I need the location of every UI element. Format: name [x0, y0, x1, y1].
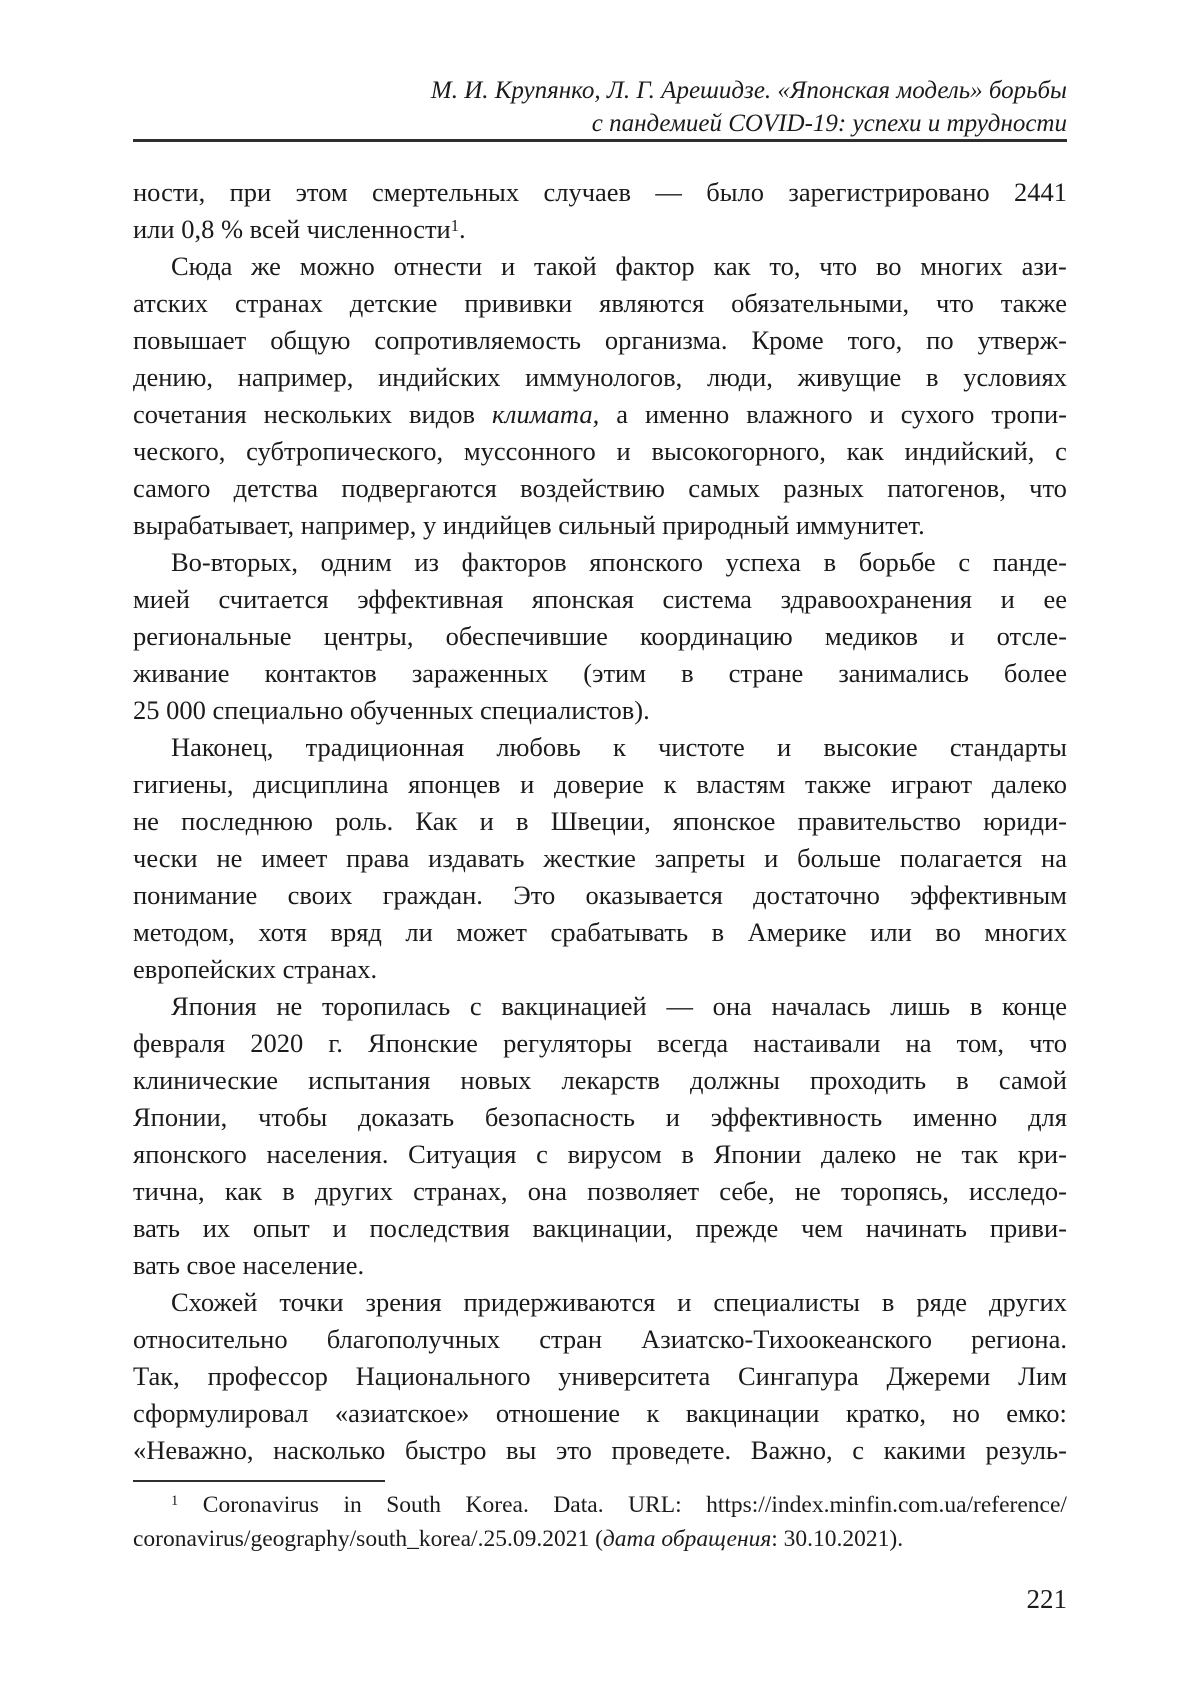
text-line: $^1$ Coronavirus in South Korea. Data. URL: https://index.minfin.com.ua/reference/ — [171, 1492, 1067, 1518]
page-number: 221 — [1026, 1584, 1067, 1614]
text-line: гигиены, дисциплина японцев и доверие к властям также играют далеко — [133, 769, 1067, 799]
text-line: coronavirus/geography/south_korea/.25.09.2021 (дата обращения: 30.10.2021). — [133, 1526, 904, 1552]
text-line: Наконец, традиционная любовь к чистоте и высокие стандарты — [171, 732, 1067, 762]
text-line: «Неважно, насколько быстро вы это проведете. Важно, с какими резуль- — [133, 1435, 1067, 1465]
text-line: тична, как в других странах, она позволяет себе, не торопясь, исследо- — [133, 1176, 1067, 1206]
text-line: Сюда же можно отнести и такой фактор как то, что во многих ази- — [171, 251, 1067, 281]
header-rule — [133, 139, 1067, 142]
text-line: ности, при этом смертельных случаев — было зарегистрировано 2441 — [133, 177, 1067, 207]
text-line: Во-вторых, одним из факторов японского успеха в борьбе с панде- — [171, 547, 1067, 577]
text-line: Японии, чтобы доказать безопасность и эффективность именно для — [133, 1102, 1067, 1132]
paragraph — [133, 729, 1067, 988]
text-line: дению, например, индийских иммунологов, люди, живущие в условиях — [133, 362, 1067, 392]
text-line: японского населения. Ситуация с вирусом в Японии далеко не так кри- — [133, 1139, 1067, 1169]
text-line: повышает общую сопротивляемость организма. Кроме того, по утверж- — [133, 325, 1067, 355]
running-header-line-1: М. И. Крупянко, Л. Г. Арешидзе. «Японская модель» борьбы — [430, 77, 1067, 104]
body-text — [133, 174, 1067, 1469]
text-line: клинические испытания новых лекарств должны проходить в самой — [133, 1065, 1067, 1095]
text-line: вать свое население. — [133, 1250, 365, 1280]
paragraph — [133, 544, 1067, 729]
running-header-line-2: с пандемией COVID-19: успехи и трудности — [591, 110, 1067, 137]
paragraph — [133, 988, 1067, 1284]
text-line: 25 000 специально обученных специалистов). — [133, 695, 650, 725]
text-line: ческого, субтропического, муссонного и высокогорного, как индийский, с — [133, 436, 1067, 466]
footnote-rule — [133, 1480, 385, 1482]
text-line: февраля 2020 г. Японские регуляторы всегда настаивали на том, что — [133, 1028, 1067, 1058]
paragraph — [133, 1284, 1067, 1469]
text-line: сочетания нескольких видов климата, а именно влажного и сухого тропи- — [133, 399, 1067, 429]
text-line: Схожей точки зрения придерживаются и специалисты в ряде других — [171, 1287, 1067, 1317]
text-line: методом, хотя вряд ли может срабатывать в Америке или во многих — [133, 917, 1067, 947]
text-line: чески не имеет права издавать жесткие запреты и больше полагается на — [133, 843, 1067, 873]
text-line: самого детства подвергаются воздействию самых разных патогенов, что — [133, 473, 1067, 503]
paragraph — [133, 1488, 1067, 1556]
text-line: региональные центры, обеспечившие координацию медиков и отсле- — [133, 621, 1067, 651]
text-line: Так, профессор Национального университета Сингапура Джереми Лим — [133, 1361, 1067, 1391]
text-line: Япония не торопилась с вакцинацией — она началась лишь в конце — [171, 991, 1067, 1021]
text-line: понимание своих граждан. Это оказывается достаточно эффективным — [133, 880, 1067, 910]
text-line: вать их опыт и последствия вакцинации, прежде чем начинать приви- — [133, 1213, 1067, 1243]
text-line: вырабатывает, например, у индийцев сильный природный иммунитет. — [133, 510, 925, 540]
text-line: атских странах детские прививки являются обязательными, что также — [133, 288, 1067, 318]
text-line: мией считается эффективная японская система здравоохранения и ее — [133, 584, 1067, 614]
text-line: живание контактов зараженных (этим в стране занимались более — [133, 658, 1067, 688]
text-line: европейских странах. — [133, 954, 378, 984]
running-header — [300, 74, 1067, 140]
paragraph — [133, 248, 1067, 544]
text-line: относительно благополучных стран Азиатско-Тихоокеанского региона. — [133, 1324, 1067, 1354]
text-line: или 0,8 % всей численности$^1$. — [133, 214, 466, 244]
text-line: не последнюю роль. Как и в Швеции, японское правительство юриди- — [133, 806, 1067, 836]
footnote — [133, 1488, 1067, 1556]
text-line: сформулировал «азиатское» отношение к вакцинации кратко, но емко: — [133, 1398, 1067, 1428]
paragraph — [133, 174, 1067, 248]
